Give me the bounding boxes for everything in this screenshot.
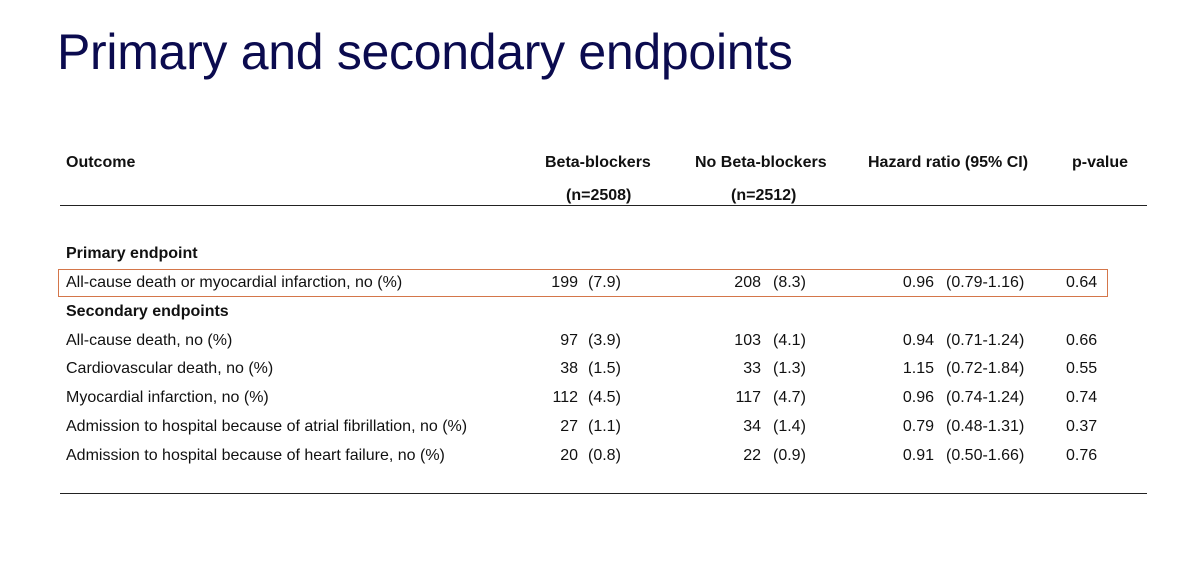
- row-ci: (0.79-1.16): [946, 274, 1025, 291]
- row-nobb-count: 34: [743, 418, 761, 435]
- row-bb-percent: (4.5): [588, 389, 621, 406]
- row-nobb-percent: (1.4): [773, 418, 806, 435]
- section-primary-endpoint: Primary endpoint: [66, 245, 198, 262]
- header-beta-blockers-n: (n=2508): [566, 187, 632, 204]
- row-p-value: 0.55: [1066, 360, 1098, 377]
- header-no-beta-blockers: No Beta-blockers: [695, 154, 827, 171]
- row-bb-count: 199: [551, 274, 578, 291]
- row-p-value: 0.37: [1066, 418, 1098, 435]
- row-p-value: 0.76: [1066, 447, 1098, 464]
- row-outcome: Cardiovascular death, no (%): [66, 360, 274, 377]
- row-nobb-percent: (8.3): [773, 274, 806, 291]
- row-hazard-ratio: 0.79: [902, 418, 934, 435]
- row-bb-percent: (0.8): [588, 447, 621, 464]
- row-hazard-ratio: 0.96: [902, 274, 934, 291]
- row-nobb-count: 208: [734, 274, 761, 291]
- row-nobb-percent: (4.1): [773, 332, 806, 349]
- row-ci: (0.74-1.24): [946, 389, 1025, 406]
- row-bb-count: 97: [560, 332, 578, 349]
- table-header-rule: [60, 205, 1147, 206]
- row-nobb-percent: (4.7): [773, 389, 806, 406]
- row-nobb-count: 103: [734, 332, 761, 349]
- row-hazard-ratio: 0.94: [902, 332, 934, 349]
- row-bb-count: 20: [560, 447, 578, 464]
- row-hazard-ratio: 1.15: [902, 360, 934, 377]
- section-secondary-endpoints: Secondary endpoints: [66, 303, 229, 320]
- row-outcome: Admission to hospital because of atrial fibrillation, no (%): [66, 418, 468, 435]
- slide-title: Primary and secondary endpoints: [57, 24, 793, 80]
- row-ci: (0.48-1.31): [946, 418, 1025, 435]
- row-p-value: 0.64: [1066, 274, 1098, 291]
- row-nobb-count: 33: [743, 360, 761, 377]
- table-bottom-rule: [60, 493, 1147, 494]
- row-hazard-ratio: 0.96: [902, 389, 934, 406]
- header-no-beta-blockers-n: (n=2512): [731, 187, 797, 204]
- row-p-value: 0.66: [1066, 332, 1098, 349]
- row-ci: (0.71-1.24): [946, 332, 1025, 349]
- row-bb-count: 27: [560, 418, 578, 435]
- row-nobb-count: 22: [743, 447, 761, 464]
- row-bb-percent: (1.5): [588, 360, 621, 377]
- row-bb-count: 38: [560, 360, 578, 377]
- row-hazard-ratio: 0.91: [902, 447, 934, 464]
- header-hazard-ratio: Hazard ratio (95% CI): [868, 154, 1029, 171]
- row-ci: (0.50-1.66): [946, 447, 1025, 464]
- row-ci: (0.72-1.84): [946, 360, 1025, 377]
- row-bb-percent: (7.9): [588, 274, 621, 291]
- row-bb-percent: (1.1): [588, 418, 621, 435]
- row-nobb-percent: (0.9): [773, 447, 806, 464]
- header-p-value: p-value: [1072, 154, 1129, 171]
- row-bb-count: 112: [552, 389, 578, 406]
- row-nobb-percent: (1.3): [773, 360, 806, 377]
- row-p-value: 0.74: [1066, 389, 1098, 406]
- row-outcome: Admission to hospital because of heart failure, no (%): [66, 447, 445, 464]
- row-outcome: All-cause death or myocardial infarction, no (%): [66, 274, 403, 291]
- header-beta-blockers: Beta-blockers: [545, 154, 651, 171]
- row-outcome: All-cause death, no (%): [66, 332, 233, 349]
- row-outcome: Myocardial infarction, no (%): [66, 389, 269, 406]
- row-nobb-count: 117: [735, 389, 761, 406]
- header-outcome: Outcome: [66, 154, 136, 171]
- row-bb-percent: (3.9): [588, 332, 621, 349]
